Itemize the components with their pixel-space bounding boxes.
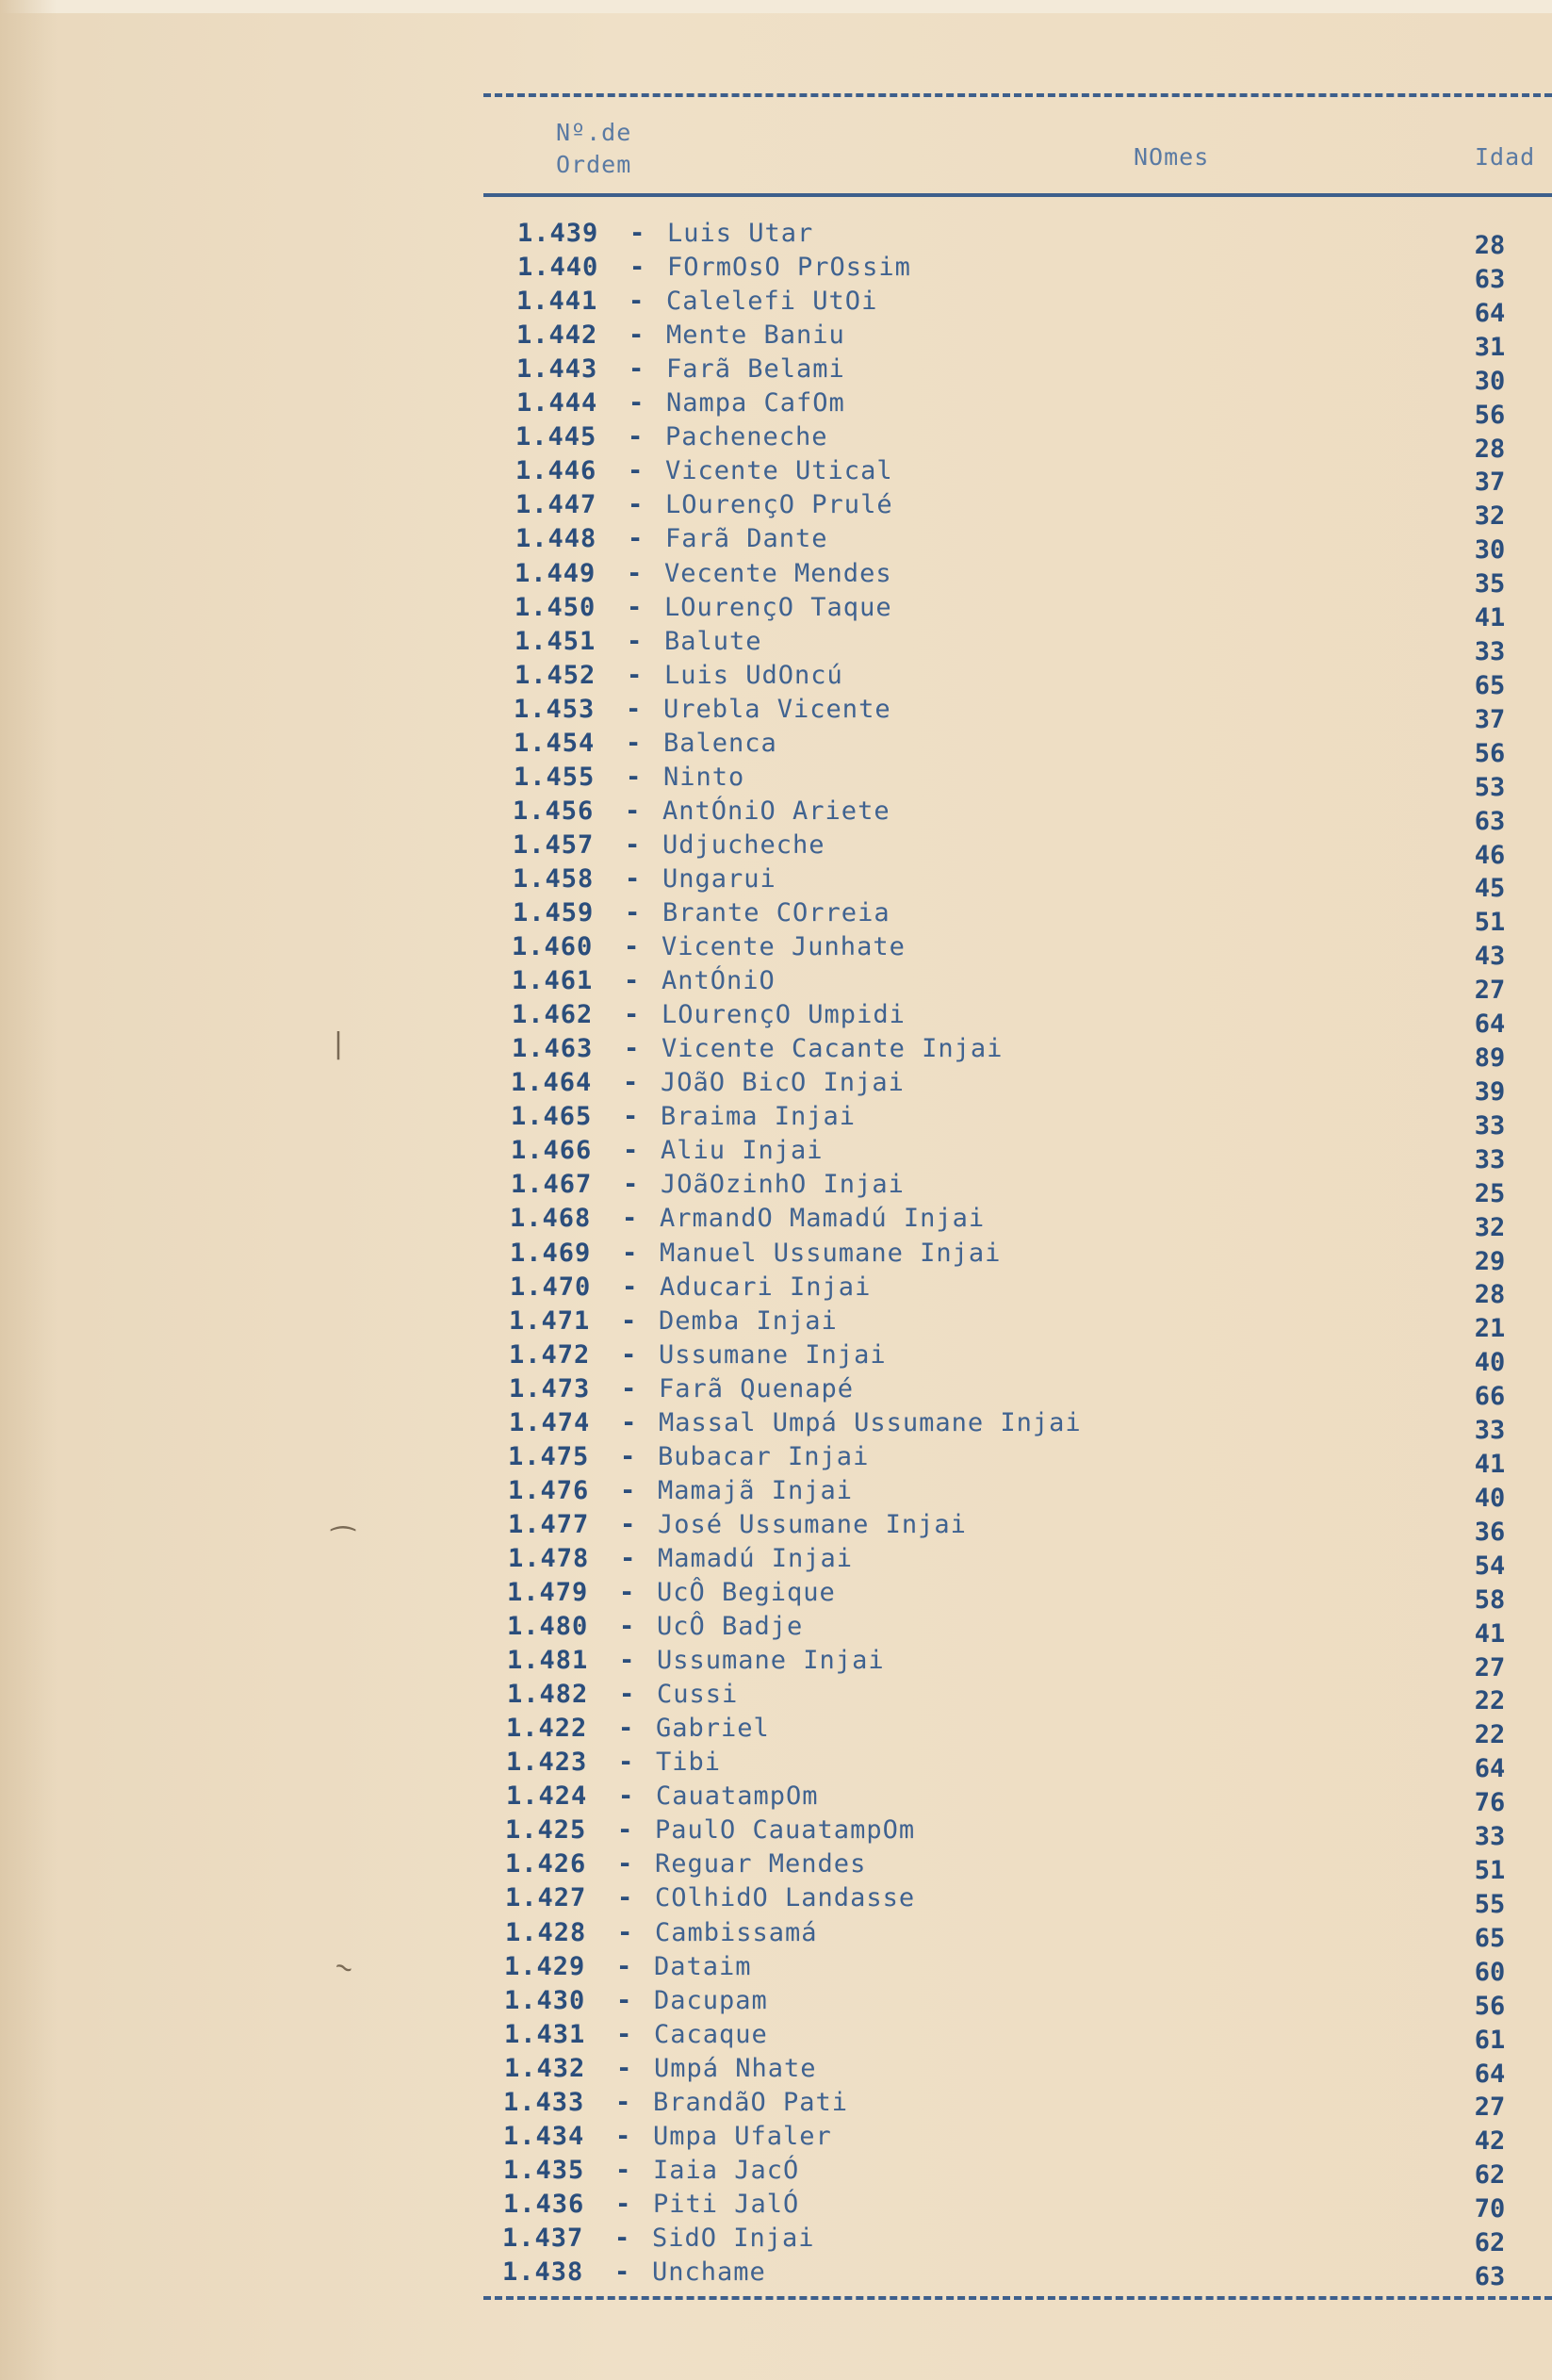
header-nomes: NOmes xyxy=(1134,143,1210,171)
row-age: 64 xyxy=(1474,1009,1506,1040)
row-age: 28 xyxy=(1474,231,1506,260)
row-age: 61 xyxy=(1474,2025,1506,2055)
row-number: 1.424 xyxy=(506,1781,588,1812)
row-name: Cacaque xyxy=(654,2019,768,2049)
row-age: 27 xyxy=(1474,1652,1506,1682)
row-dash: - xyxy=(628,524,644,554)
row-age: 56 xyxy=(1474,1991,1506,2021)
row-name: LOurençO Taque xyxy=(664,592,892,622)
row-age: 21 xyxy=(1474,1314,1506,1344)
row-dash: - xyxy=(629,320,645,351)
row-age: 65 xyxy=(1474,670,1506,700)
row-name: Brante COrreia xyxy=(662,898,890,927)
header-idade: Idad xyxy=(1475,143,1536,171)
row-number: 1.447 xyxy=(515,490,597,520)
row-number: 1.440 xyxy=(517,253,599,283)
row-name: Balenca xyxy=(663,728,777,758)
row-dash: - xyxy=(621,1407,637,1437)
row-age: 63 xyxy=(1474,2262,1506,2291)
row-number: 1.462 xyxy=(512,1000,594,1030)
row-age: 35 xyxy=(1474,569,1506,599)
row-name: Farã Belami xyxy=(666,354,845,385)
row-age: 55 xyxy=(1474,1889,1506,1919)
row-number: 1.455 xyxy=(514,762,596,792)
row-number: 1.426 xyxy=(505,1849,587,1879)
row-age: 30 xyxy=(1474,366,1506,396)
row-number: 1.481 xyxy=(507,1646,589,1676)
row-dash: - xyxy=(617,1917,633,1947)
row-dash: - xyxy=(627,592,643,622)
row-age: 33 xyxy=(1474,1822,1506,1852)
row-age: 64 xyxy=(1474,298,1506,328)
row-name: Urebla Vicente xyxy=(663,694,891,724)
row-number: 1.446 xyxy=(515,456,597,486)
row-dash: - xyxy=(617,1883,633,1913)
row-number: 1.463 xyxy=(512,1034,594,1064)
row-age: 22 xyxy=(1474,1686,1506,1716)
row-age: 42 xyxy=(1474,2126,1506,2157)
row-dash: - xyxy=(619,1578,635,1607)
row-number: 1.433 xyxy=(503,2087,585,2117)
row-dash: - xyxy=(623,1102,639,1132)
row-age: 66 xyxy=(1474,1382,1506,1412)
row-dash: - xyxy=(623,1068,639,1098)
row-dash: - xyxy=(627,660,643,690)
row-number: 1.429 xyxy=(504,1951,586,1981)
row-name: FOrmOsO PrOssim xyxy=(667,253,911,283)
row-name: SidO Injai xyxy=(652,2223,815,2253)
row-dash: - xyxy=(621,1305,637,1336)
row-number: 1.435 xyxy=(503,2155,585,2185)
row-name: Ussumane Injai xyxy=(659,1339,887,1370)
row-name: Mamajã Injai xyxy=(658,1475,854,1505)
row-dash: - xyxy=(626,762,642,792)
row-name: PaulO CauatampOm xyxy=(655,1815,916,1846)
row-age: 40 xyxy=(1474,1483,1506,1513)
row-name: Mente Baniu xyxy=(666,320,845,351)
row-name: Mamadú Injai xyxy=(658,1543,854,1573)
row-dash: - xyxy=(624,966,640,996)
row-number: 1.437 xyxy=(502,2223,584,2253)
row-number: 1.445 xyxy=(515,422,597,452)
row-age: 46 xyxy=(1474,840,1506,870)
row-dash: - xyxy=(629,388,645,419)
row-age: 29 xyxy=(1474,1246,1506,1276)
header-ordem: Nº.de Ordem xyxy=(556,119,632,178)
header-underline xyxy=(483,193,1552,197)
row-age: 33 xyxy=(1474,1144,1506,1174)
row-number: 1.457 xyxy=(513,829,595,860)
row-number: 1.432 xyxy=(504,2053,586,2083)
row-name: Pacheneche xyxy=(665,422,828,452)
row-dash: - xyxy=(618,1714,634,1744)
row-dash: - xyxy=(615,2189,631,2219)
row-number: 1.471 xyxy=(509,1305,591,1336)
row-number: 1.443 xyxy=(516,354,598,385)
row-dash: - xyxy=(620,1509,636,1539)
row-dash: - xyxy=(626,694,642,724)
paper-shadow xyxy=(0,0,57,2380)
row-name: COlhidO Landasse xyxy=(655,1883,916,1913)
row-age: 45 xyxy=(1474,874,1506,904)
row-number: 1.466 xyxy=(511,1136,593,1166)
row-number: 1.430 xyxy=(504,1985,586,2015)
row-age: 36 xyxy=(1474,1517,1506,1547)
row-dash: - xyxy=(619,1612,635,1642)
row-number: 1.436 xyxy=(503,2189,585,2219)
row-name: Reguar Mendes xyxy=(655,1849,867,1879)
row-dash: - xyxy=(616,1985,632,2015)
row-number: 1.479 xyxy=(507,1578,589,1607)
row-dash: - xyxy=(629,354,645,385)
row-name: Ussumane Injai xyxy=(657,1646,885,1676)
row-age: 89 xyxy=(1474,1043,1506,1073)
row-dash: - xyxy=(615,2087,631,2117)
row-number: 1.425 xyxy=(505,1815,587,1846)
row-age: 25 xyxy=(1474,1178,1506,1208)
row-age: 31 xyxy=(1474,332,1506,362)
row-dash: - xyxy=(619,1646,635,1676)
row-number: 1.474 xyxy=(509,1407,591,1437)
row-number: 1.458 xyxy=(513,863,595,894)
row-age: 40 xyxy=(1474,1348,1506,1378)
row-age: 62 xyxy=(1474,2228,1506,2258)
row-name: Vicente Cacante Injai xyxy=(662,1034,1004,1064)
row-dash: - xyxy=(623,1136,639,1166)
row-age: 32 xyxy=(1474,501,1506,532)
row-number: 1.442 xyxy=(516,320,598,351)
row-name: Luis Utar xyxy=(667,219,814,248)
row-name: Massal Umpá Ussumane Injai xyxy=(659,1407,1082,1437)
row-age: 51 xyxy=(1474,1856,1506,1885)
row-name: LOurençO Prulé xyxy=(665,490,893,520)
row-number: 1.459 xyxy=(513,898,595,927)
row-name: José Ussumane Injai xyxy=(658,1509,967,1539)
row-age: 51 xyxy=(1474,908,1506,938)
row-dash: - xyxy=(620,1475,636,1505)
row-number: 1.456 xyxy=(513,796,595,826)
row-age: 64 xyxy=(1474,1754,1506,1784)
row-age: 32 xyxy=(1474,1212,1506,1242)
row-number: 1.431 xyxy=(504,2019,586,2049)
row-name: Farã Dante xyxy=(665,524,828,554)
row-dash: - xyxy=(614,2257,630,2287)
row-dash: - xyxy=(616,2019,632,2049)
row-number: 1.449 xyxy=(515,558,596,588)
row-dash: - xyxy=(622,1204,638,1234)
row-dash: - xyxy=(616,1951,632,1981)
row-dash: - xyxy=(617,1849,633,1879)
row-age: 60 xyxy=(1474,1957,1506,1987)
row-age: 56 xyxy=(1474,738,1506,768)
row-number: 1.461 xyxy=(512,966,594,996)
row-dash: - xyxy=(620,1441,636,1471)
row-name: Ungarui xyxy=(662,863,776,894)
row-number: 1.475 xyxy=(508,1441,590,1471)
row-number: 1.438 xyxy=(502,2257,584,2287)
row-number: 1.468 xyxy=(510,1204,592,1234)
row-number: 1.444 xyxy=(516,388,598,419)
row-name: Nampa CafOm xyxy=(666,388,845,419)
row-name: CauatampOm xyxy=(656,1781,819,1812)
row-name: AntÓniO xyxy=(662,966,776,996)
row-name: Farã Quenapé xyxy=(659,1373,855,1403)
row-name: Umpa Ufaler xyxy=(653,2121,832,2151)
row-name: Cambissamá xyxy=(655,1917,818,1947)
row-number: 1.460 xyxy=(512,932,594,962)
row-dash: - xyxy=(623,1170,639,1200)
row-name: Piti JalÓ xyxy=(653,2189,800,2219)
row-number: 1.452 xyxy=(515,660,596,690)
row-dash: - xyxy=(615,2155,631,2185)
row-name: LOurençO Umpidi xyxy=(662,1000,906,1030)
row-number: 1.448 xyxy=(515,524,597,554)
row-age: 27 xyxy=(1474,2093,1506,2123)
row-number: 1.451 xyxy=(515,626,596,656)
row-name: Vicente Junhate xyxy=(662,932,906,962)
row-age: 22 xyxy=(1474,1720,1506,1750)
row-name: JOãO BicO Injai xyxy=(661,1068,905,1098)
row-dash: - xyxy=(624,1000,640,1030)
row-age: 37 xyxy=(1474,704,1506,734)
row-name: Dataim xyxy=(654,1951,752,1981)
row-name: Udjucheche xyxy=(662,829,825,860)
row-dash: - xyxy=(625,796,641,826)
row-age: 76 xyxy=(1474,1788,1506,1818)
row-number: 1.467 xyxy=(511,1170,593,1200)
row-age: 39 xyxy=(1474,1076,1506,1107)
row-number: 1.427 xyxy=(505,1883,587,1913)
row-name: Vecente Mendes xyxy=(664,558,892,588)
pen-squiggle: ~ xyxy=(330,1948,358,1987)
row-age: 64 xyxy=(1474,2059,1506,2089)
row-age: 30 xyxy=(1474,535,1506,566)
row-number: 1.480 xyxy=(507,1612,589,1642)
row-name: Unchame xyxy=(652,2257,766,2287)
row-age: 41 xyxy=(1474,1450,1506,1479)
pen-mark: | xyxy=(330,1027,348,1060)
row-age: 63 xyxy=(1474,264,1506,294)
row-age: 43 xyxy=(1474,942,1506,972)
row-age: 54 xyxy=(1474,1551,1506,1581)
row-age: 58 xyxy=(1474,1584,1506,1615)
row-number: 1.478 xyxy=(508,1543,590,1573)
row-age: 53 xyxy=(1474,772,1506,802)
row-dash: - xyxy=(626,728,642,758)
row-dash: - xyxy=(621,1339,637,1370)
row-dash: - xyxy=(627,626,643,656)
row-dash: - xyxy=(622,1272,638,1302)
row-dash: - xyxy=(628,422,644,452)
row-name: Dacupam xyxy=(654,1985,768,2015)
row-age: 70 xyxy=(1474,2194,1506,2224)
row-number: 1.422 xyxy=(506,1714,588,1744)
row-age: 28 xyxy=(1474,434,1506,464)
row-name: ArmandO Mamadú Injai xyxy=(660,1204,986,1234)
row-name: Gabriel xyxy=(656,1714,770,1744)
row-name: Ninto xyxy=(663,762,745,792)
row-name: AntÓniO Ariete xyxy=(662,796,890,826)
row-number: 1.434 xyxy=(503,2121,585,2151)
row-dash: - xyxy=(627,558,643,588)
row-name: Iaia JacÓ xyxy=(653,2155,800,2185)
row-number: 1.476 xyxy=(508,1475,590,1505)
row-dash: - xyxy=(621,1373,637,1403)
row-age: 65 xyxy=(1474,1923,1506,1953)
row-name: Balute xyxy=(664,626,762,656)
row-name: Aliu Injai xyxy=(661,1136,824,1166)
row-dash: - xyxy=(614,2223,630,2253)
row-dash: - xyxy=(618,1781,634,1812)
row-number: 1.472 xyxy=(509,1339,591,1370)
row-name: JOãOzinhO Injai xyxy=(661,1170,905,1200)
row-age: 62 xyxy=(1474,2160,1506,2191)
row-age: 41 xyxy=(1474,1618,1506,1649)
row-name: UcÔ Begique xyxy=(657,1578,836,1607)
row-dash: - xyxy=(628,490,644,520)
row-dash: - xyxy=(625,898,641,927)
pen-dot: ⁀ xyxy=(332,1527,355,1560)
row-dash: - xyxy=(616,2053,632,2083)
row-age: 33 xyxy=(1474,637,1506,666)
row-name: Demba Injai xyxy=(659,1305,838,1336)
row-number: 1.477 xyxy=(508,1509,590,1539)
row-number: 1.439 xyxy=(517,219,599,248)
row-dash: - xyxy=(629,287,645,317)
row-number: 1.473 xyxy=(509,1373,591,1403)
row-name: Luis UdOncú xyxy=(664,660,843,690)
row-dash: - xyxy=(618,1748,634,1778)
row-dash: - xyxy=(625,863,641,894)
row-number: 1.454 xyxy=(514,728,596,758)
row-number: 1.482 xyxy=(507,1680,589,1710)
bottom-dashed-rule xyxy=(483,2296,1552,2300)
row-dash: - xyxy=(629,219,645,248)
top-dashed-rule xyxy=(483,93,1552,97)
row-dash: - xyxy=(629,253,645,283)
row-number: 1.423 xyxy=(506,1748,588,1778)
row-dash: - xyxy=(624,932,640,962)
row-age: 37 xyxy=(1474,468,1506,498)
row-number: 1.441 xyxy=(516,287,598,317)
row-name: Calelefi UtOi xyxy=(666,287,878,317)
row-name: Braima Injai xyxy=(661,1102,857,1132)
row-age: 41 xyxy=(1474,603,1506,633)
row-number: 1.428 xyxy=(505,1917,587,1947)
row-name: Aducari Injai xyxy=(660,1272,872,1302)
row-number: 1.470 xyxy=(510,1272,592,1302)
row-dash: - xyxy=(615,2121,631,2151)
row-name: Bubacar Injai xyxy=(658,1441,870,1471)
row-number: 1.453 xyxy=(514,694,596,724)
row-dash: - xyxy=(628,456,644,486)
row-age: 63 xyxy=(1474,806,1506,836)
row-dash: - xyxy=(620,1543,636,1573)
row-name: Cussi xyxy=(657,1680,739,1710)
row-name: Manuel Ussumane Injai xyxy=(660,1238,1002,1268)
row-dash: - xyxy=(624,1034,640,1064)
row-age: 56 xyxy=(1474,400,1506,430)
row-number: 1.464 xyxy=(511,1068,593,1098)
row-number: 1.465 xyxy=(511,1102,593,1132)
row-age: 28 xyxy=(1474,1280,1506,1310)
row-name: Vicente Utical xyxy=(665,456,893,486)
row-dash: - xyxy=(622,1238,638,1268)
row-name: Umpá Nhate xyxy=(654,2053,817,2083)
row-number: 1.469 xyxy=(510,1238,592,1268)
row-age: 27 xyxy=(1474,976,1506,1006)
row-name: BrandãO Pati xyxy=(653,2087,849,2117)
row-age: 33 xyxy=(1474,1110,1506,1141)
row-dash: - xyxy=(625,829,641,860)
row-age: 33 xyxy=(1474,1416,1506,1446)
row-dash: - xyxy=(619,1680,635,1710)
row-name: Tibi xyxy=(656,1748,722,1778)
row-number: 1.450 xyxy=(515,592,596,622)
row-name: UcÔ Badje xyxy=(657,1612,804,1642)
row-dash: - xyxy=(617,1815,633,1846)
